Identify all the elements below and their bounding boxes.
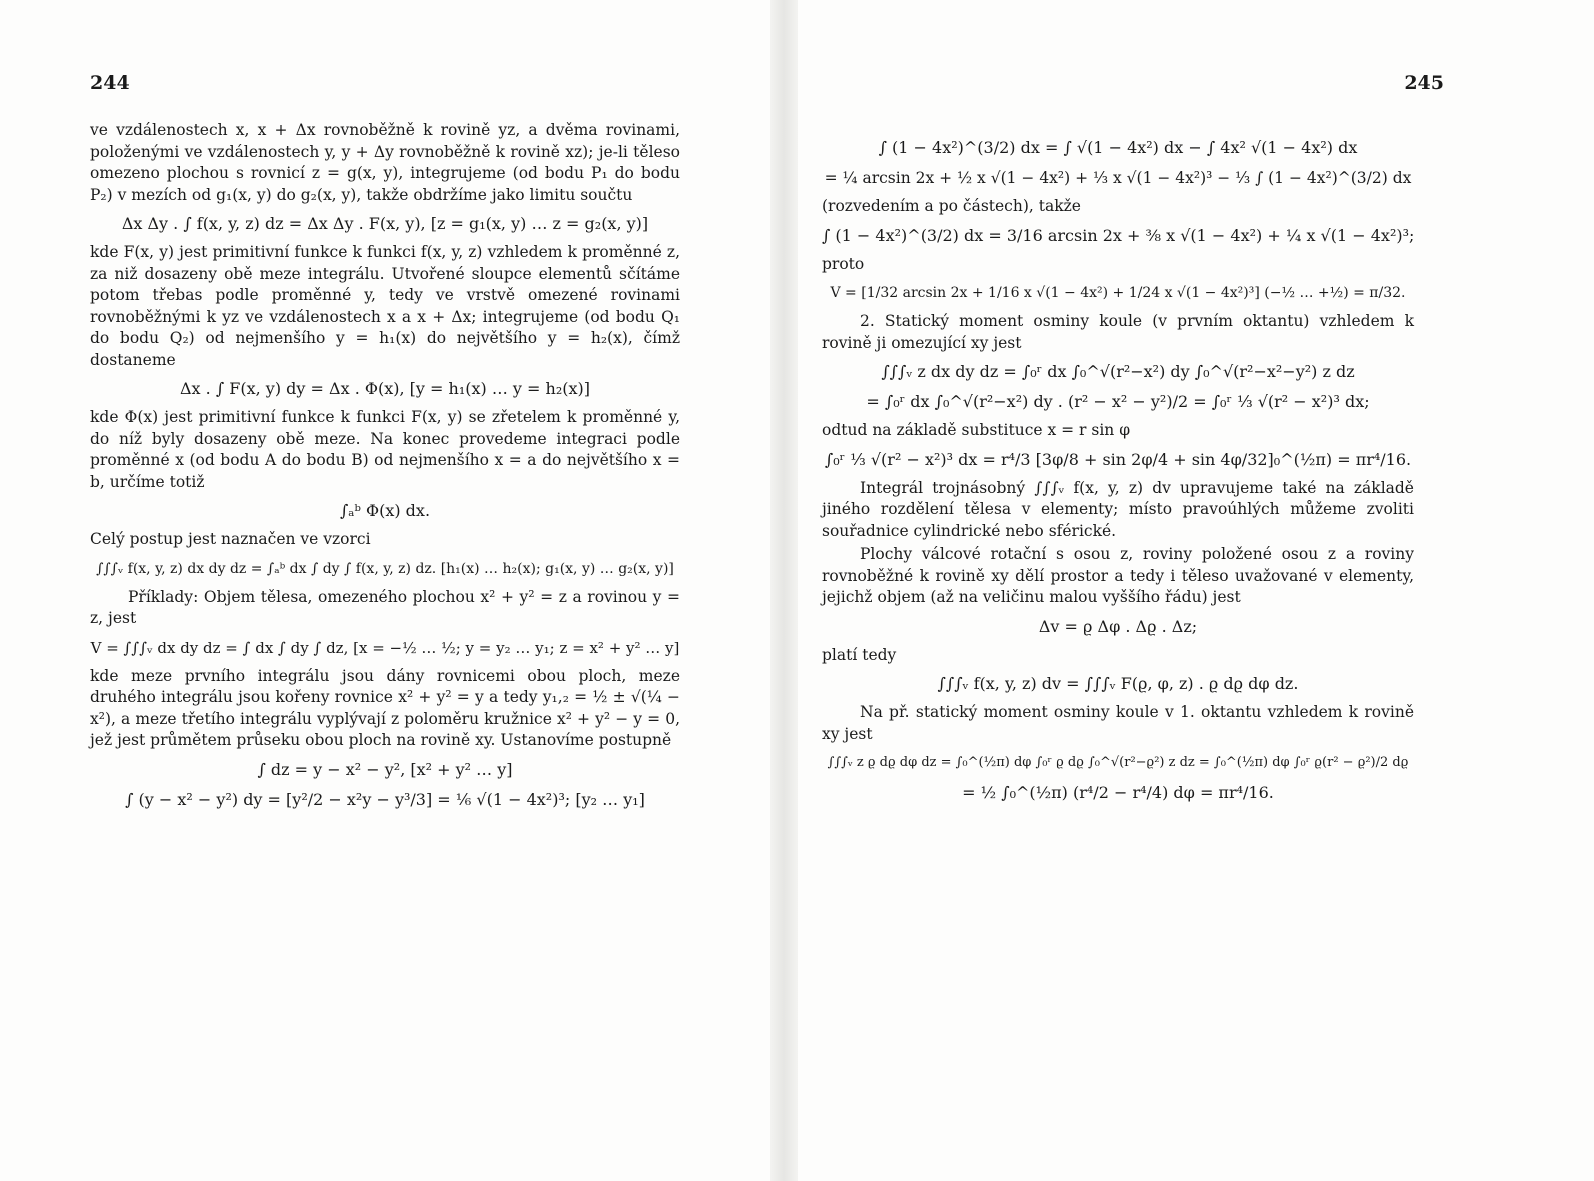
right-page xyxy=(798,0,1594,1181)
formula: ∫ dz = y − x² − y², [x² + y² … y] xyxy=(257,759,513,779)
page-number-right: 245 xyxy=(1404,72,1444,94)
formula: ∫∫∫ᵥ f(x, y, z) dx dy dz = ∫ₐᵇ dx ∫ dy ∫ f(x, y, z) dz. [h₁(x) … h₂(x); g₁(x, y) … g₂(x, y)] xyxy=(96,560,674,577)
formula: Δx Δy . ∫ f(x, y, z) dz = Δx Δy . F(x, y), [z = g₁(x, y) … z = g₂(x, y)] xyxy=(121,214,649,233)
formula: V = [1/32 arcsin 2x + 1/16 x √(1 − 4x²) + 1/24 x √(1 − 4x²)³] (−½ … +½) = π/32. xyxy=(830,285,1406,301)
left-page xyxy=(0,0,775,1181)
paragraph: Plochy válcové rotační s osou z, roviny položené osou z a roviny rovnoběžné k rovině xy dělí prostor a tedy i těleso uvažované v elementy, jejichž objem (až na veličinu malou vyššího řádu) jest xyxy=(822,545,1414,606)
page-number-left: 244 xyxy=(90,72,130,94)
formula: = ¼ arcsin 2x + ½ x √(1 − 4x²) + ⅓ x √(1 − 4x²)³ − ⅓ ∫ (1 − 4x²)^(3/2) dx xyxy=(824,169,1412,187)
paragraph: kde Φ(x) jest primitivní funkce k funkci F(x, y) se zřetelem k proměnné y, do níž byly dosazeny obě meze. Na konec provedeme integraci podle proměnné x (od bodu A do bodu B) od nejmenšího x = a do největšího x = b, určíme totiž xyxy=(90,408,680,491)
formula: ∫ (1 − 4x²)^(3/2) dx = ∫ √(1 − 4x²) dx − ∫ 4x² √(1 − 4x²) dx xyxy=(878,138,1358,157)
paragraph: proto xyxy=(822,254,865,273)
formula: ∫ (y − x² − y²) dy = [y²/2 − x²y − y³/3] = ⅙ √(1 − 4x²)³; [y₂ … y₁] xyxy=(125,789,645,809)
formula: ∫∫∫ᵥ z ϱ dϱ dφ dz = ∫₀^(½π) dφ ∫₀ʳ ϱ dϱ ∫₀^√(r²−ϱ²) z dz = ∫₀^(½π) dφ ∫₀ʳ ϱ(r² − ϱ²)/2 dϱ xyxy=(827,755,1409,770)
formula: Δv = ϱ Δφ . Δϱ . Δz; xyxy=(1038,616,1198,636)
formula: ∫ₐᵇ Φ(x) dx. xyxy=(339,501,431,520)
formula: = ½ ∫₀^(½π) (r⁴/2 − r⁴/4) dφ = πr⁴/16. xyxy=(962,783,1274,802)
paragraph: 2. Statický moment osminy koule (v prvním oktantu) vzhledem k rovině ji omezující xy jest xyxy=(822,312,1414,352)
paragraph: Příklady: Objem tělesa, omezeného plochou x² + y² = z a rovinou y = z, jest xyxy=(90,587,680,627)
formula: ∫∫∫ᵥ z dx dy dz = ∫₀ʳ dx ∫₀^√(r²−x²) dy ∫₀^√(r²−x²−y²) z dz xyxy=(881,362,1355,381)
paragraph: odtud na základě substituce x = r sin φ xyxy=(822,421,1131,439)
paragraph: kde meze prvního integrálu jsou dány rovnicemi obou ploch, meze druhého integrálu jsou kořeny rovnice x² + y² = y a tedy y₁,₂ = ½ ± √(¼ − x²), a meze třetího integrálu vyplývají z poloměru kružnice x² + y² − y = 0, jež jest průmětem průseku obou ploch na rovině xy. Ustanovíme postupně xyxy=(90,666,680,749)
formula: Δx . ∫ F(x, y) dy = Δx . Φ(x), [y = h₁(x) … y = h₂(x)] xyxy=(180,379,590,398)
paragraph: Integrál trojnásobný ∫∫∫ᵥ f(x, y, z) dv upravujeme také na základě jiného rozdělení tělesa v elementy; místo pravoúhlých můžeme zvoliti souřadnice cylindrické nebo sférické. xyxy=(822,478,1414,540)
formula: ∫ (1 − 4x²)^(3/2) dx = 3/16 arcsin 2x + ⅜ x √(1 − 4x²) + ¼ x √(1 − 4x²)³; xyxy=(822,225,1414,245)
formula: V = ∫∫∫ᵥ dx dy dz = ∫ dx ∫ dy ∫ dz, [x = −½ … ½; y = y₂ … y₁; z = x² + y² … y] xyxy=(90,638,680,657)
left-page-body xyxy=(90,120,680,818)
paragraph: ve vzdálenostech x, x + Δx rovnoběžně k rovině yz, a dvěma rovinami, položenými ve vzdálenostech y, y + Δy rovnoběžně k rovině xz); je-li těleso omezeno plochou s rovnicí z = g(x, y), integrujeme (od bodu P₁ do bodu P₂) v mezích od g₁(x, y) do g₂(x, y), takže obdržíme jako limitu součtu xyxy=(90,121,680,204)
formula: = ∫₀ʳ dx ∫₀^√(r²−x²) dy . (r² − x² − y²)/2 = ∫₀ʳ ⅓ √(r² − x²)³ dx; xyxy=(866,392,1370,411)
formula: ∫∫∫ᵥ f(x, y, z) dv = ∫∫∫ᵥ F(ϱ, φ, z) . ϱ dϱ dφ dz. xyxy=(937,674,1299,693)
paragraph: Celý postup jest naznačen ve vzorci xyxy=(90,530,371,548)
paragraph: kde F(x, y) jest primitivní funkce k funkci f(x, y, z) vzhledem k proměnné z, za niž dosazeny obě meze integrálu. Utvořené sloupce elementů sčítáme potom třebas podle proměnné y, tedy ve vrstvě omezené rovinami rovnoběžnými k yz ve vzdálenostech x a x + Δx; integrujeme (od bodu Q₁ do bodu Q₂) od nejmenšího y = h₁(x) do největšího y = h₂(x), čímž dostaneme xyxy=(90,243,680,369)
paragraph: (rozvedením a po částech), takže xyxy=(822,197,1081,215)
paragraph: platí tedy xyxy=(822,645,897,664)
paragraph: Na př. statický moment osminy koule v 1. oktantu vzhledem k rovině xy jest xyxy=(822,703,1414,743)
formula: ∫₀ʳ ⅓ √(r² − x²)³ dx = r⁴/3 [3φ/8 + sin 2φ/4 + sin 4φ/32]₀^(½π) = πr⁴/16. xyxy=(824,449,1412,469)
right-page-body xyxy=(822,130,1414,811)
